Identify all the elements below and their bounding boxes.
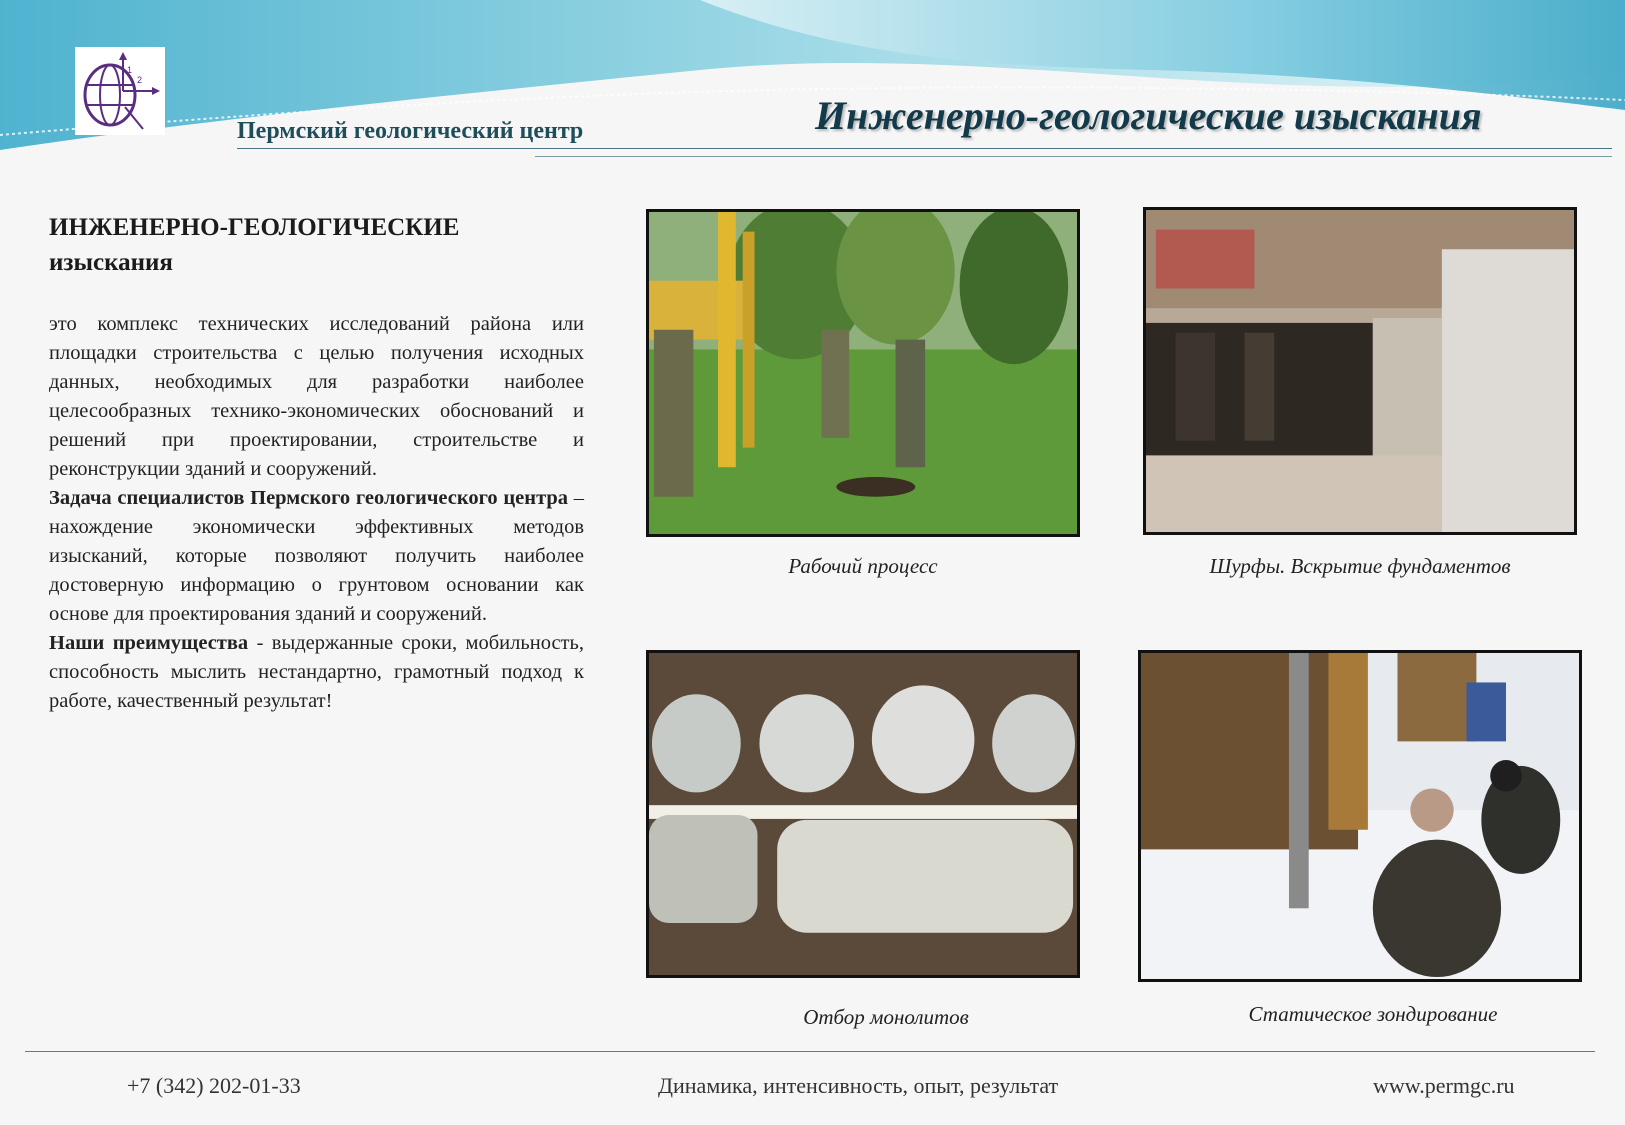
footer-slogan: Динамика, интенсивность, опыт, результат bbox=[658, 1073, 1059, 1098]
task-paragraph bbox=[49, 484, 584, 629]
photo-foundation-pits-image bbox=[1146, 210, 1574, 532]
caption-foundation-pits: Шурфы. Вскрытие фундаментов bbox=[1209, 554, 1511, 578]
photo-static-sounding-image bbox=[1141, 653, 1579, 979]
footer-phone: +7 (342) 202-01-33 bbox=[127, 1073, 301, 1098]
caption-static-sounding: Статическое зондирование bbox=[1248, 1002, 1498, 1026]
advantages-paragraph bbox=[49, 629, 584, 716]
photo-work-process bbox=[646, 209, 1080, 537]
photo-foundation-pits bbox=[1143, 207, 1577, 535]
photo-soil-samples bbox=[646, 650, 1080, 978]
page-title: Инженерно-геологические изыскания bbox=[815, 93, 1482, 138]
intro-section bbox=[49, 210, 584, 716]
intro-heading bbox=[49, 210, 584, 280]
intro-heading-line1: ИНЖЕНЕРНО-ГЕОЛОГИЧЕСКИЕ bbox=[49, 214, 460, 241]
advantages-lead: Наши преимущества bbox=[49, 632, 249, 654]
company-logo bbox=[75, 47, 165, 135]
footer-divider bbox=[25, 1051, 1595, 1052]
svg-text:1: 1 bbox=[127, 65, 133, 75]
photo-static-sounding bbox=[1138, 650, 1582, 982]
header-divider-secondary bbox=[535, 156, 1612, 157]
globe-compass-logo-icon bbox=[75, 47, 165, 135]
advantages-text: - выдержанные сроки, мобильность, способность мыслить нестандартно, грамотный подход к работе, качественный результат! bbox=[49, 632, 584, 712]
caption-soil-samples: Отбор монолитов bbox=[803, 1005, 969, 1029]
task-lead: Задача специалистов Пермского геологического центра bbox=[49, 487, 569, 509]
header-divider bbox=[237, 148, 1612, 149]
organization-name: Пермский геологический центр bbox=[237, 118, 584, 144]
intro-heading-line2: изыскания bbox=[49, 249, 173, 276]
caption-work-process: Рабочий процесс bbox=[788, 554, 938, 578]
task-text: – нахождение экономически эффективных методов изысканий, которые позволяют получить наиболее достоверную информацию о грунтовом основании как основе для проектирования зданий и сооружений. bbox=[49, 487, 584, 625]
footer-website[interactable]: www.permgc.ru bbox=[1373, 1073, 1515, 1098]
intro-paragraph: это комплекс технических исследований района или площадки строительства с целью получения исходных данных, необходимых для разработки наиболее целесообразных технико-экономических обоснований и решений при проектировании, строительстве и реконструкции зданий и сооружений. bbox=[49, 313, 584, 480]
svg-text:2: 2 bbox=[137, 75, 143, 85]
photo-work-process-image bbox=[649, 212, 1077, 534]
photo-soil-samples-image bbox=[649, 653, 1077, 975]
